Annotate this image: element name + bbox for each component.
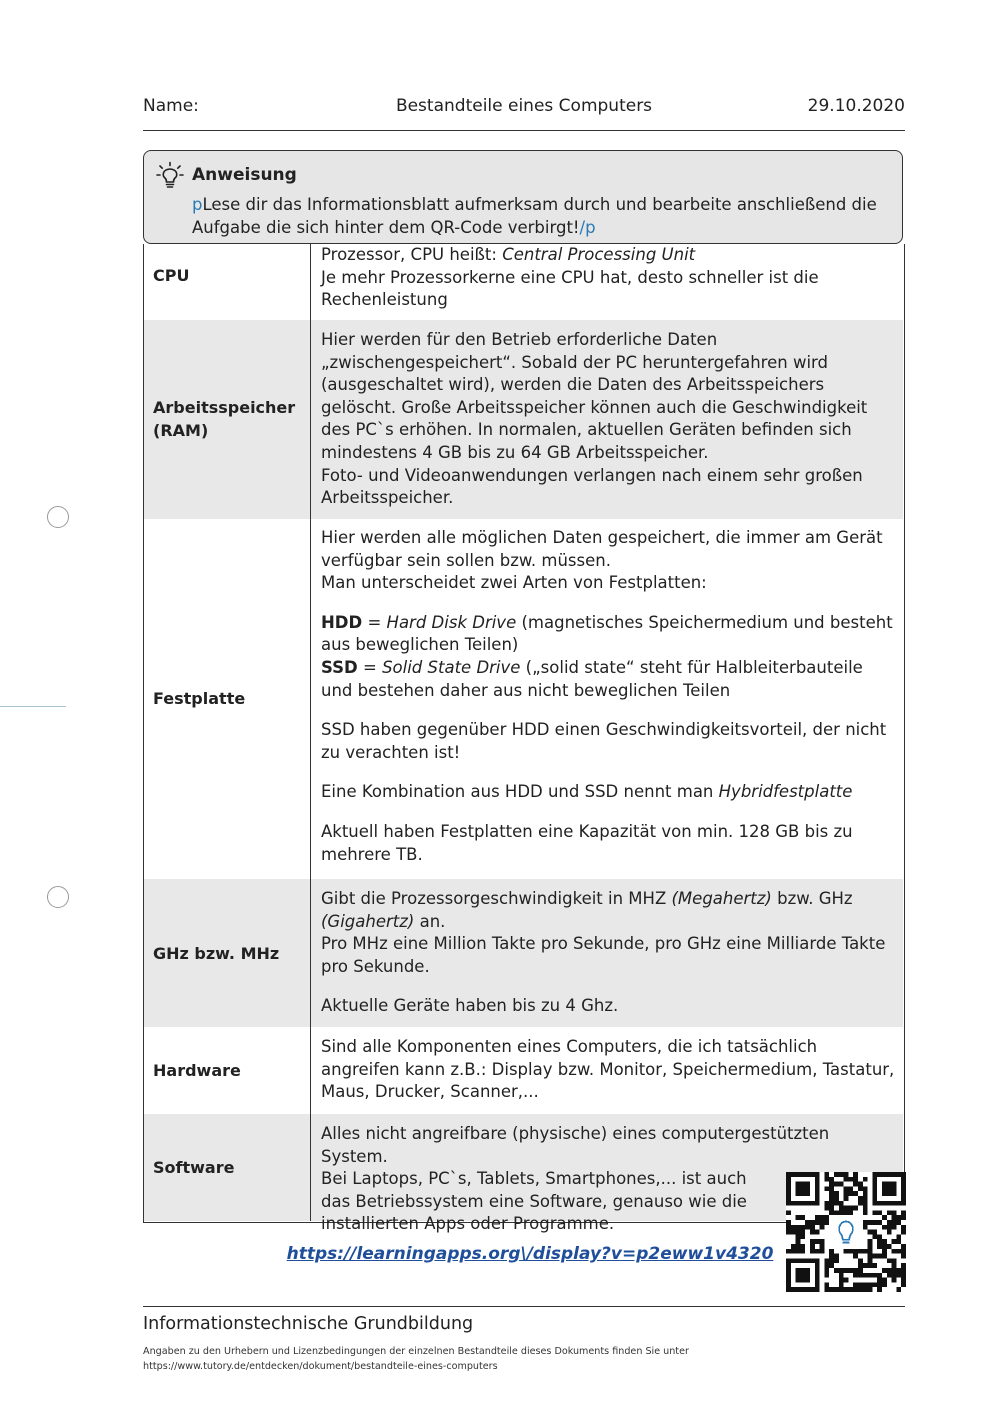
ssd-desc: („solid state“ steht für Halbleiterbauteile und bestehen daher aus nicht beweglichen Teilen [321, 657, 863, 700]
software-line2: Bei Laptops, PC`s, Tablets, Smartphones,... ist auch [321, 1169, 747, 1189]
hdd-combo: Eine Kombination aus HDD und SSD nennt man [321, 782, 719, 802]
definition-festplatte [321, 527, 899, 866]
ghz-text-c: bzw. GHz [771, 889, 853, 908]
ram-text: Hier werden für den Betrieb erforderliche Daten „zwischengespeichert“. Sobald der PC heruntergefahren wird (ausgeschaltet wird), werden die Daten des Arbeitsspeichers gelöscht. Große Arbeitsspeicher können auch die Geschwindigkeit des PC`s erhöhen. In normalen, aktuellen Geräten befinden sich mindestens 4 GB bis zu 64 GB Arbeitsspeicher. [321, 330, 868, 462]
ghz-gigahertz: (Gigahertz) [321, 911, 415, 931]
table-row-cpu [144, 244, 903, 320]
footer-note-url: https://www.tutory.de/entdecken/dokument/bestandteile-eines-computers [143, 1361, 498, 1372]
definition-ghz [321, 888, 899, 1018]
document-title: Bestandteile eines Computers [395, 96, 653, 116]
ssd-eq: = [357, 657, 383, 677]
punch-hole-mark [47, 886, 69, 908]
column-divider [310, 244, 311, 1221]
ssd-name: Solid State Drive [382, 657, 521, 677]
software-line4: installierten Apps oder Programme. [321, 1214, 615, 1234]
lightbulb-icon [156, 161, 184, 191]
instruction-body: Lese dir das Informationsblatt aufmerksam durch und bearbeite anschließend die Aufgabe die sich hinter dem QR-Code verbirgt! [192, 195, 877, 237]
instruction-title: Anweisung [192, 165, 297, 185]
learningapps-link[interactable]: https://learningapps.org\/display?v=p2eww1v4320 [286, 1244, 774, 1264]
ghz-text-e: an. [414, 911, 446, 931]
hdd-abbr: HDD [321, 612, 363, 632]
instruction-text [192, 193, 882, 239]
hybrid-term: Hybridfestplatte [718, 782, 853, 802]
term-ghz: GHz bzw. MHz [153, 944, 280, 963]
hdd-eq: = [362, 612, 387, 632]
footer-subject: Informationstechnische Grundbildung [143, 1314, 474, 1334]
instruction-box [143, 150, 903, 244]
table-row-hardware [144, 1027, 903, 1114]
table-row-ghz [144, 879, 903, 1027]
ghz-text-p2: Pro MHz eine Million Takte pro Sekunde, pro GHz eine Milliarde Takte pro Sekunde. [321, 934, 886, 976]
markup-tag: /p [579, 218, 596, 237]
term-hardware: Hardware [153, 1061, 241, 1080]
ghz-megahertz: (Megahertz) [671, 889, 772, 908]
name-label: Name: [143, 96, 199, 116]
table-row-festplatte [144, 519, 903, 879]
term-festplatte: Festplatte [153, 689, 246, 708]
hdd-capacity: Aktuell haben Festplatten eine Kapazität von min. 128 GB bis zu mehrere TB. [321, 821, 853, 864]
term-ram: Arbeitsspeicher (RAM) [153, 398, 296, 440]
fold-mark [0, 706, 66, 707]
hdd-name: Hard Disk Drive [386, 612, 517, 632]
glossary-table [143, 244, 905, 1234]
qr-code-image[interactable] [786, 1172, 906, 1292]
definition-hardware [321, 1036, 899, 1104]
footer-note-line1: Angaben zu den Urhebern und Lizenzbedingungen der einzelnen Bestandteile dieses Dokuments finden Sie unter [143, 1346, 689, 1357]
cpu-fullname: Central Processing Unit [502, 245, 696, 264]
footer-attribution [143, 1344, 903, 1374]
hdd-advantage: SSD haben gegenüber HDD einen Geschwindigkeitsvorteil, der nicht zu verachten ist! [321, 720, 887, 762]
hardware-text: Sind alle Komponenten eines Computers, die ich tatsächlich angreifen kann z.B.: Display bzw. Monitor, Speichermedium, Tastatur, Maus, Drucker, Scanner,... [321, 1037, 895, 1102]
hdd-intro1: Hier werden alle möglichen Daten gespeichert, die immer am Gerät verfügbar sein sollen bzw. müssen. [321, 528, 883, 570]
document-date: 29.10.2020 [807, 96, 905, 116]
definition-ram [321, 329, 899, 510]
footer-rule [143, 1306, 905, 1307]
cpu-line2: Je mehr Prozessorkerne eine CPU hat, desto schneller ist die Rechenleistung [321, 267, 819, 310]
page-header [143, 94, 905, 131]
cpu-line1: Prozessor, CPU heißt: [321, 245, 503, 264]
punch-hole-mark [47, 506, 69, 528]
ssd-abbr: SSD [321, 657, 358, 677]
ram-text2: Foto- und Videoanwendungen verlangen nach einem sehr großen Arbeitsspeicher. [321, 465, 863, 508]
markup-tag: p [192, 195, 203, 214]
ghz-text-p3: Aktuelle Geräte haben bis zu 4 Ghz. [321, 996, 619, 1016]
hdd-desc: (magnetisches Speichermedium und besteht aus beweglichen Teilen) [321, 612, 893, 655]
term-cpu: CPU [153, 266, 190, 285]
software-line1: Alles nicht angreifbare (physische) eines computergestützten System. [321, 1124, 830, 1166]
table-row-ram [144, 320, 903, 519]
software-line3: das Betriebssystem eine Software, genauso wie die [321, 1191, 747, 1211]
hdd-intro2: Man unterscheidet zwei Arten von Festplatten: [321, 573, 707, 593]
definition-cpu [321, 244, 899, 312]
term-software: Software [153, 1158, 235, 1177]
ghz-text-a: Gibt die Prozessorgeschwindigkeit in MHZ [321, 889, 672, 908]
